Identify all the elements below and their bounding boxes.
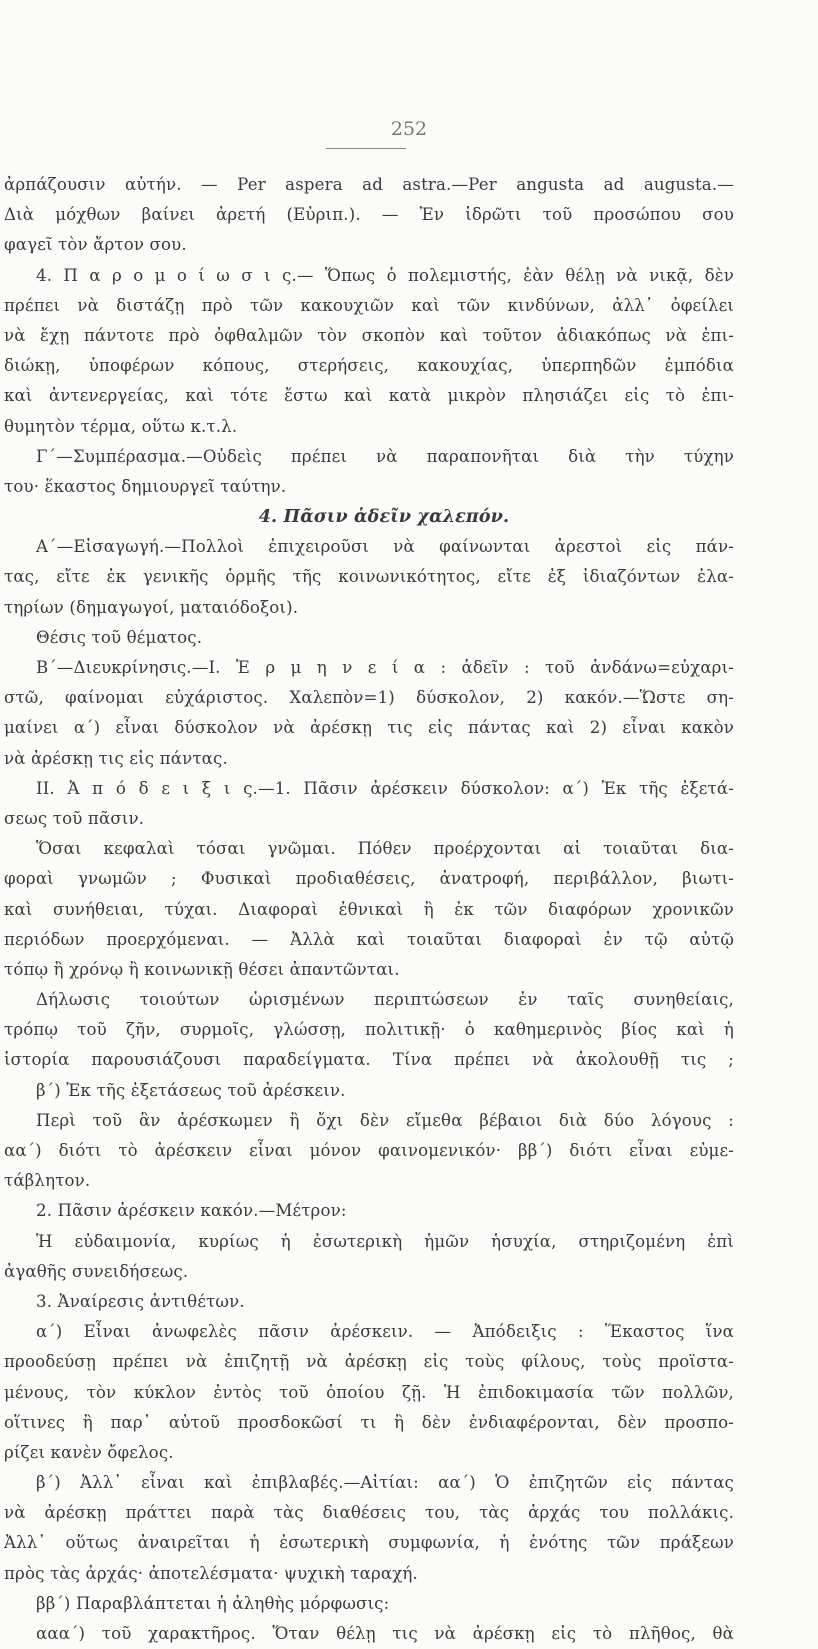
text-line: Θέσις τοῦ θέματος. [36,627,203,647]
text-line: φαγεῖ τὸν ἄρτον σου. [4,235,187,255]
text-line: α΄) Εἶναι ἀνωφελὲς πᾶσιν ἀρέσκειν. — Ἀπόδειξις : Ἕκαστος ἵνα [36,1322,734,1342]
text-line: πρέπει νὰ διστάζῃ πρὸ τῶν κακουχιῶν καὶ τῶν κινδύνων, ἀλλ᾽ ὀφείλει [4,295,734,315]
text-line: καὶ συνήθειαι, τύχαι. Διαφοραὶ ἐθνικαὶ ἢ ἐκ τῶν διαφόρων χρονικῶν [4,899,734,919]
text-line: φοραὶ γνωμῶν ; Φυσικαὶ προδιαθέσεις, ἀνατροφή, περιβάλλον, βιωτι- [4,869,734,889]
text-line: περιόδων προερχόμεναι. — Ἀλλὰ καὶ τοιαῦται διαφοραὶ ἐν τῷ αὐτῷ [4,929,734,949]
text-line: Ὅσαι κεφαλαὶ τόσαι γνῶμαι. Πόθεν προέρχονται αἱ τοιαῦται δια- [36,839,734,859]
text-line: 4. Π α ρ ο μ ο ί ω σ ι ς.— Ὅπως ὁ πολεμιστής, ἐὰν θέλῃ νὰ νικᾷ, δὲν [36,265,734,285]
text-line: νὰ ἔχῃ πάντοτε πρὸ ὀφθαλμῶν τὸν σκοπὸν καὶ τοῦτον ἀδιακόπως νὰ ἐπι- [4,325,734,345]
text-line: καὶ ἀντενεργείας, καὶ τότε ἔστω καὶ κατὰ μικρὸν πλησιάζει εἰς τὸ ἐπι- [4,386,734,406]
text-line: ββ΄) Παραβλάπτεται ἡ ἀληθὴς μόρφωσις: [36,1593,390,1613]
text-line: 2. Πᾶσιν ἀρέσκειν κακόν.—Μέτρον: [36,1201,347,1221]
text-line: διώκῃ, ὑποφέρων κόπους, στερήσεις, κακουχίας, ὑπερπηδῶν ἐμπόδια [4,356,734,376]
text-line: αα΄) διότι τὸ ἀρέσκειν εἶναι μόνον φαινομενικόν· ββ΄) διότι εἶναι εὐμε- [4,1141,734,1160]
text-line: του· ἕκαστος δημιουργεῖ ταύτην. [4,476,287,496]
text-line: πρὸς τὰς ἀρχάς· ἀποτελέσματα· ψυχικὴ ταραχή. [4,1563,418,1583]
text-line: στῶ, φαίνομαι εὐχάριστος. Χαλεπὸν=1) δύσκολον, 2) κακόν.—Ὥστε ση- [4,688,734,708]
text-line: νὰ ἀρέσκῃ πράττει παρὰ τὰς διαθέσεις του, τὰς ἀρχάς του πολλάκις. [4,1503,734,1523]
text-line: β΄) Ἐκ τῆς ἐξετάσεως τοῦ ἀρέσκειν. [36,1080,346,1100]
text-line: τόπῳ ἢ χρόνῳ ἢ κοινωνικῇ θέσει ἀπαντῶνται. [4,959,400,979]
text-line: τρόπῳ τοῦ ζῆν, συρμοῖς, γλώσσῃ, πολιτικῇ· ὁ καθημερινὸς βίος καὶ ἡ [4,1020,734,1040]
text-line: νὰ ἀρέσκῃ τις εἰς πάντας. [4,748,228,768]
text-line: ἀρπάζουσιν αὐτήν. — Per aspera ad astra.—Per angusta ad augusta.— [4,175,734,194]
body-text [4,170,734,1649]
text-line: ΙΙ. Ἀ π ό δ ε ι ξ ι ς.—1. Πᾶσιν ἀρέσκειν δύσκολον: α΄) Ἐκ τῆς ἐξετά- [36,778,734,798]
text-line: β΄) Ἀλλ᾽ εἶναι καὶ ἐπιβλαβές.—Αἰτίαι: αα΄) Ὁ ἐπιζητῶν εἰς πάντας [36,1473,734,1493]
text-line: τηρίων (δημαγωγοί, ματαιόδοξοι). [4,597,299,617]
section-heading: 4. Πᾶσιν ἁδεῖν χαλεπόν. [258,507,510,528]
text-line: ἱστορία παρουσιάζουσι παραδείγματα. Τίνα πρέπει νὰ ἀκολουθῇ τις ; [4,1050,734,1070]
text-line: 3. Ἀναίρεσις ἀντιθέτων. [36,1291,245,1311]
text-line: Β΄—Διευκρίνησις.—Ι. Ἑ ρ μ η ν ε ί α : ἁδεῖν : τοῦ ἁνδάνω=εὐχαρι- [36,658,734,677]
text-line: μαίνει α΄) εἶναι δύσκολον νὰ ἀρέσκῃ τις εἰς πάντας καὶ 2) εἶναι κακὸν [4,718,734,738]
text-line: τάβλητον. [4,1171,91,1191]
text-line: Δήλωσις τοιούτων ὡρισμένων περιπτώσεων ἐν ταῖς συνηθείαις, [36,990,734,1010]
text-line: Ἀλλ᾽ οὕτως ἀναιρεῖται ἡ ἐσωτερικὴ συμφωνία, ἡ ἑνότης τῶν πράξεων [4,1533,734,1553]
text-line: ρίζει κανὲν ὄφελος. [4,1442,174,1462]
text-line: Γ΄—Συμπέρασμα.—Οὐδεὶς πρέπει νὰ παραπονῆται διὰ τὴν τύχην [36,446,734,466]
text-line: οἵτινες ἢ παρ᾽ αὐτοῦ προσδοκῶσί τι ἢ δὲν ἐνδιαφέρονται, δὲν προσπο- [4,1412,734,1432]
text-line: ἀγαθῆς συνειδήσεως. [4,1261,189,1281]
text-line: Ἡ εὐδαιμονία, κυρίως ἡ ἐσωτερικὴ ἡμῶν ἡσυχία, στηριζομένη ἐπὶ [36,1231,734,1251]
text-line: θυμητὸν τέρμα, οὕτω κ.τ.λ. [4,416,238,436]
text-line: προοδεύσῃ πρέπει νὰ ἐπιζητῇ νὰ ἀρέσκῃ εἰς τοὺς φίλους, τοὺς προϊστα- [4,1352,734,1372]
text-line: σεως τοῦ πᾶσιν. [4,808,145,828]
text-line: ααα΄) τοῦ χαρακτῆρος. Ὅταν θέλῃ τις νὰ ἀρέσκῃ εἰς τὸ πλῆθος, θὰ [36,1624,734,1643]
text-line: Διὰ μόχθων βαίνει ἀρετή (Εὐριπ.). — Ἐν ἱδρῶτι τοῦ προσώπου σου [4,205,734,225]
text-line: Περὶ τοῦ ἂν ἀρέσκωμεν ἢ ὄχι δὲν εἴμεθα βέβαιοι διὰ δύο λόγους : [36,1110,734,1130]
page-number: 252 [390,118,428,140]
page-number-rule [326,148,406,149]
text-line: μένους, τὸν κύκλον ἐντὸς τοῦ ὁποίου ζῇ. Ἡ ἐπιδοκιμασία τῶν πολλῶν, [4,1382,734,1402]
text-line: Α΄—Εἰσαγωγή.—Πολλοὶ ἐπιχειροῦσι νὰ φαίνωνται ἀρεστοὶ εἰς πάν- [36,537,734,557]
text-line: τας, εἴτε ἐκ γενικῆς ὁρμῆς τῆς κοινωνικότητος, εἴτε ἐξ ἰδιαζόντων ἐλα- [4,567,734,587]
